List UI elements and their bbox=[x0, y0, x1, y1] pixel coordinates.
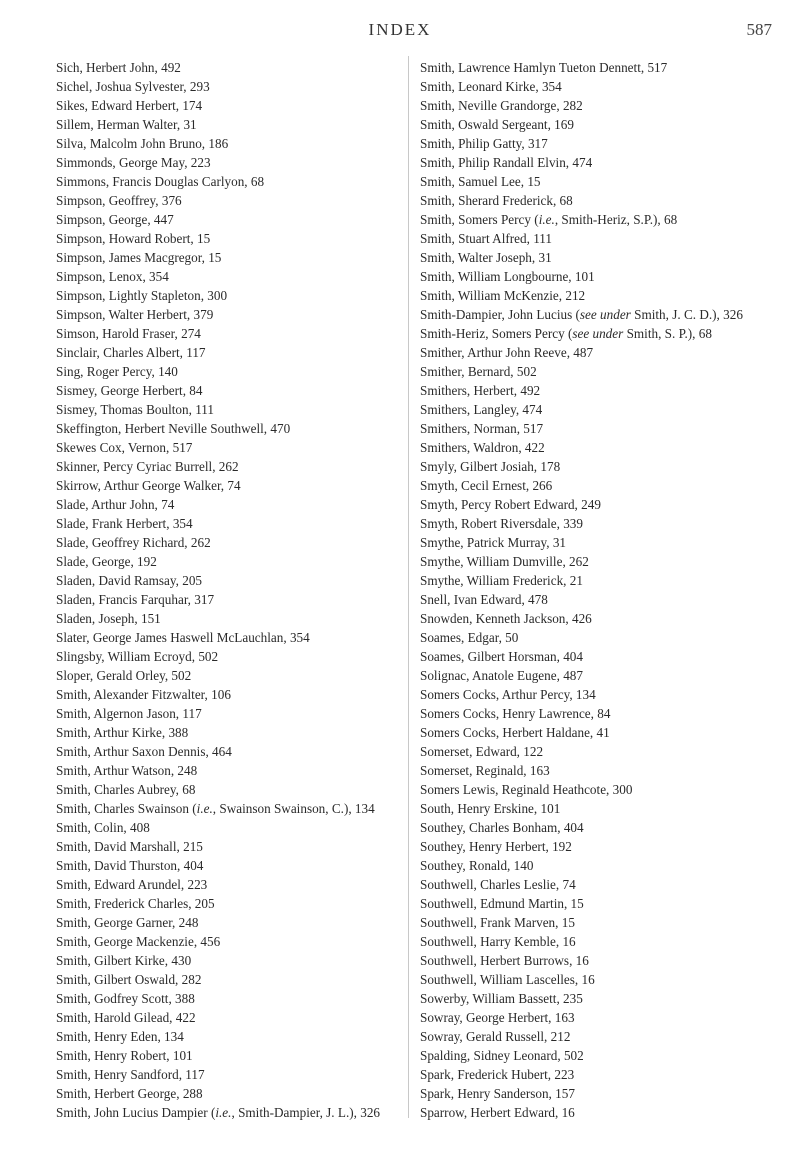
index-entry: Smithers, Waldron, 422 bbox=[420, 440, 545, 455]
index-entry: Sich, Herbert John, 492 bbox=[56, 60, 181, 75]
index-entry: Spark, Henry Sanderson, 157 bbox=[420, 1086, 575, 1101]
index-entry: Smith, Colin, 408 bbox=[56, 820, 150, 835]
index-entry: South, Henry Erskine, 101 bbox=[420, 801, 561, 816]
index-entry: Smith, John Lucius Dampier (i.e., Smith-Dampier, J. L.), 326 bbox=[56, 1105, 381, 1120]
index-entry: Spark, Frederick Hubert, 223 bbox=[420, 1067, 575, 1082]
index-entry: Southwell, William Lascelles, 16 bbox=[420, 972, 595, 987]
index-entry: Simpson, Geoffrey, 376 bbox=[56, 193, 182, 208]
index-entry: Spalding, Sidney Leonard, 502 bbox=[420, 1048, 584, 1063]
index-entry: Smith, Henry Sandford, 117 bbox=[56, 1067, 205, 1082]
index-entry: Sladen, David Ramsay, 205 bbox=[56, 573, 203, 588]
column-divider bbox=[408, 56, 409, 1118]
index-entry: Skewes Cox, Vernon, 517 bbox=[56, 440, 193, 455]
index-entry: Soames, Edgar, 50 bbox=[420, 630, 519, 645]
index-entry: Slade, George, 192 bbox=[56, 554, 157, 569]
index-entry: Smithers, Langley, 474 bbox=[420, 402, 543, 417]
index-entry: Smith, Harold Gilead, 422 bbox=[56, 1010, 196, 1025]
index-entry: Smith, Neville Grandorge, 282 bbox=[420, 98, 583, 113]
index-entry: Sichel, Joshua Sylvester, 293 bbox=[56, 79, 210, 94]
index-entry: Smither, Arthur John Reeve, 487 bbox=[420, 345, 594, 360]
index-entry: Southwell, Charles Leslie, 74 bbox=[420, 877, 576, 892]
index-entry: Smither, Bernard, 502 bbox=[420, 364, 537, 379]
index-entry: Smith, David Thurston, 404 bbox=[56, 858, 204, 873]
index-entry: Southey, Henry Herbert, 192 bbox=[420, 839, 572, 854]
index-entry: Solignac, Anatole Eugene, 487 bbox=[420, 668, 583, 683]
index-entry: Southwell, Herbert Burrows, 16 bbox=[420, 953, 589, 968]
index-entry: Sladen, Joseph, 151 bbox=[56, 611, 161, 626]
index-entry: Smith, Philip Randall Elvin, 474 bbox=[420, 155, 593, 170]
index-entry: Southey, Charles Bonham, 404 bbox=[420, 820, 584, 835]
index-entry: Silva, Malcolm John Bruno, 186 bbox=[56, 136, 229, 151]
index-entry: Smith, Arthur Watson, 248 bbox=[56, 763, 198, 778]
index-entry: Somers Lewis, Reginald Heathcote, 300 bbox=[420, 782, 633, 797]
index-entry: Simpson, Lightly Stapleton, 300 bbox=[56, 288, 228, 303]
index-entry: Smith, Samuel Lee, 15 bbox=[420, 174, 541, 189]
index-entry: Smythe, Patrick Murray, 31 bbox=[420, 535, 567, 550]
index-entry: Snowden, Kenneth Jackson, 426 bbox=[420, 611, 592, 626]
index-entry: Simpson, James Macgregor, 15 bbox=[56, 250, 222, 265]
index-entry: Snell, Ivan Edward, 478 bbox=[420, 592, 548, 607]
index-entry: Somerset, Edward, 122 bbox=[420, 744, 544, 759]
index-entry: Southwell, Edmund Martin, 15 bbox=[420, 896, 584, 911]
index-entry: Somers Cocks, Herbert Haldane, 41 bbox=[420, 725, 610, 740]
index-entry: Smith, Henry Robert, 101 bbox=[56, 1048, 193, 1063]
index-entry: Somerset, Reginald, 163 bbox=[420, 763, 550, 778]
index-entry: Smythe, William Frederick, 21 bbox=[420, 573, 583, 588]
index-entry: Smith, Edward Arundel, 223 bbox=[56, 877, 208, 892]
index-entry: Smith, Arthur Saxon Dennis, 464 bbox=[56, 744, 232, 759]
index-entry: Sowerby, William Bassett, 235 bbox=[420, 991, 583, 1006]
index-entry: Smyth, Cecil Ernest, 266 bbox=[420, 478, 553, 493]
index-entry: Smithers, Herbert, 492 bbox=[420, 383, 541, 398]
index-entry: Slingsby, William Ecroyd, 502 bbox=[56, 649, 219, 664]
index-entry: Southwell, Frank Marven, 15 bbox=[420, 915, 575, 930]
index-entry: Sparrow, Herbert Edward, 16 bbox=[420, 1105, 575, 1120]
index-entry: Smyth, Percy Robert Edward, 249 bbox=[420, 497, 601, 512]
index-entry: Sinclair, Charles Albert, 117 bbox=[56, 345, 206, 360]
index-entry: Smith, Somers Percy (i.e., Smith-Heriz, S.P.), 68 bbox=[420, 212, 678, 227]
index-entry: Smythe, William Dumville, 262 bbox=[420, 554, 589, 569]
index-entry: Simpson, Lenox, 354 bbox=[56, 269, 169, 284]
index-entry: Simpson, Howard Robert, 15 bbox=[56, 231, 211, 246]
index-entry: Smith-Dampier, John Lucius (see under Smith, J. C. D.), 326 bbox=[420, 307, 743, 322]
index-entry: Smithers, Norman, 517 bbox=[420, 421, 544, 436]
index-column-right bbox=[420, 58, 764, 1122]
index-entry: Simmonds, George May, 223 bbox=[56, 155, 211, 170]
index-entry: Sladen, Francis Farquhar, 317 bbox=[56, 592, 215, 607]
index-entry: Skinner, Percy Cyriac Burrell, 262 bbox=[56, 459, 239, 474]
index-entry: Simson, Harold Fraser, 274 bbox=[56, 326, 201, 341]
index-entry: Soames, Gilbert Horsman, 404 bbox=[420, 649, 583, 664]
index-entry: Slade, Geoffrey Richard, 262 bbox=[56, 535, 211, 550]
index-entry: Simpson, Walter Herbert, 379 bbox=[56, 307, 214, 322]
index-entry: Smyly, Gilbert Josiah, 178 bbox=[420, 459, 561, 474]
index-entry: Smith, George Mackenzie, 456 bbox=[56, 934, 221, 949]
index-entry: Sowray, Gerald Russell, 212 bbox=[420, 1029, 571, 1044]
index-entry: Sillem, Herman Walter, 31 bbox=[56, 117, 197, 132]
index-entry: Somers Cocks, Henry Lawrence, 84 bbox=[420, 706, 611, 721]
index-entry: Sloper, Gerald Orley, 502 bbox=[56, 668, 192, 683]
index-entry: Slade, Frank Herbert, 354 bbox=[56, 516, 193, 531]
index-entry: Sikes, Edward Herbert, 174 bbox=[56, 98, 203, 113]
index-entry: Smith-Heriz, Somers Percy (see under Smith, S. P.), 68 bbox=[420, 326, 712, 341]
index-entry: Smith, Godfrey Scott, 388 bbox=[56, 991, 195, 1006]
index-entry: Smith, David Marshall, 215 bbox=[56, 839, 203, 854]
index-entry: Smith, William Longbourne, 101 bbox=[420, 269, 595, 284]
index-column-left bbox=[56, 58, 396, 1122]
index-entry: Smith, Frederick Charles, 205 bbox=[56, 896, 215, 911]
index-entry: Somers Cocks, Arthur Percy, 134 bbox=[420, 687, 596, 702]
index-entry: Smith, Philip Gatty, 317 bbox=[420, 136, 548, 151]
index-entry: Sismey, Thomas Boulton, 111 bbox=[56, 402, 215, 417]
index-entry: Smith, William McKenzie, 212 bbox=[420, 288, 586, 303]
index-entry: Southey, Ronald, 140 bbox=[420, 858, 534, 873]
index-entry: Southwell, Harry Kemble, 16 bbox=[420, 934, 576, 949]
index-entry: Skeffington, Herbert Neville Southwell, 470 bbox=[56, 421, 291, 436]
page-number: 587 bbox=[746, 20, 772, 39]
index-entry: Smyth, Robert Riversdale, 339 bbox=[420, 516, 583, 531]
index-entry: Smith, Henry Eden, 134 bbox=[56, 1029, 184, 1044]
index-entry: Smith, Stuart Alfred, 111 bbox=[420, 231, 552, 246]
index-entry: Smith, Charles Swainson (i.e., Swainson Swainson, C.), 134 bbox=[56, 801, 375, 816]
index-entry: Sowray, George Herbert, 163 bbox=[420, 1010, 575, 1025]
index-entry: Slater, George James Haswell McLauchlan, 354 bbox=[56, 630, 310, 645]
index-entry: Sing, Roger Percy, 140 bbox=[56, 364, 178, 379]
index-entry: Smith, Leonard Kirke, 354 bbox=[420, 79, 562, 94]
index-entry: Skirrow, Arthur George Walker, 74 bbox=[56, 478, 241, 493]
index-entry: Smith, Gilbert Kirke, 430 bbox=[56, 953, 192, 968]
index-entry: Smith, Arthur Kirke, 388 bbox=[56, 725, 189, 740]
index-entry: Smith, George Garner, 248 bbox=[56, 915, 199, 930]
index-entry: Slade, Arthur John, 74 bbox=[56, 497, 175, 512]
index-entry: Simpson, George, 447 bbox=[56, 212, 174, 227]
page-header bbox=[0, 10, 800, 46]
index-entry: Simmons, Francis Douglas Carlyon, 68 bbox=[56, 174, 265, 189]
index-entry: Smith, Gilbert Oswald, 282 bbox=[56, 972, 202, 987]
index-entry: Smith, Charles Aubrey, 68 bbox=[56, 782, 196, 797]
index-entry: Smith, Alexander Fitzwalter, 106 bbox=[56, 687, 231, 702]
index-entry: Smith, Sherard Frederick, 68 bbox=[420, 193, 573, 208]
index-entry: Smith, Lawrence Hamlyn Tueton Dennett, 517 bbox=[420, 60, 668, 75]
running-title: INDEX bbox=[368, 20, 432, 39]
index-entry: Sismey, George Herbert, 84 bbox=[56, 383, 203, 398]
index-entry: Smith, Algernon Jason, 117 bbox=[56, 706, 202, 721]
index-entry: Smith, Walter Joseph, 31 bbox=[420, 250, 552, 265]
index-entry: Smith, Herbert George, 288 bbox=[56, 1086, 203, 1101]
index-entry: Smith, Oswald Sergeant, 169 bbox=[420, 117, 574, 132]
